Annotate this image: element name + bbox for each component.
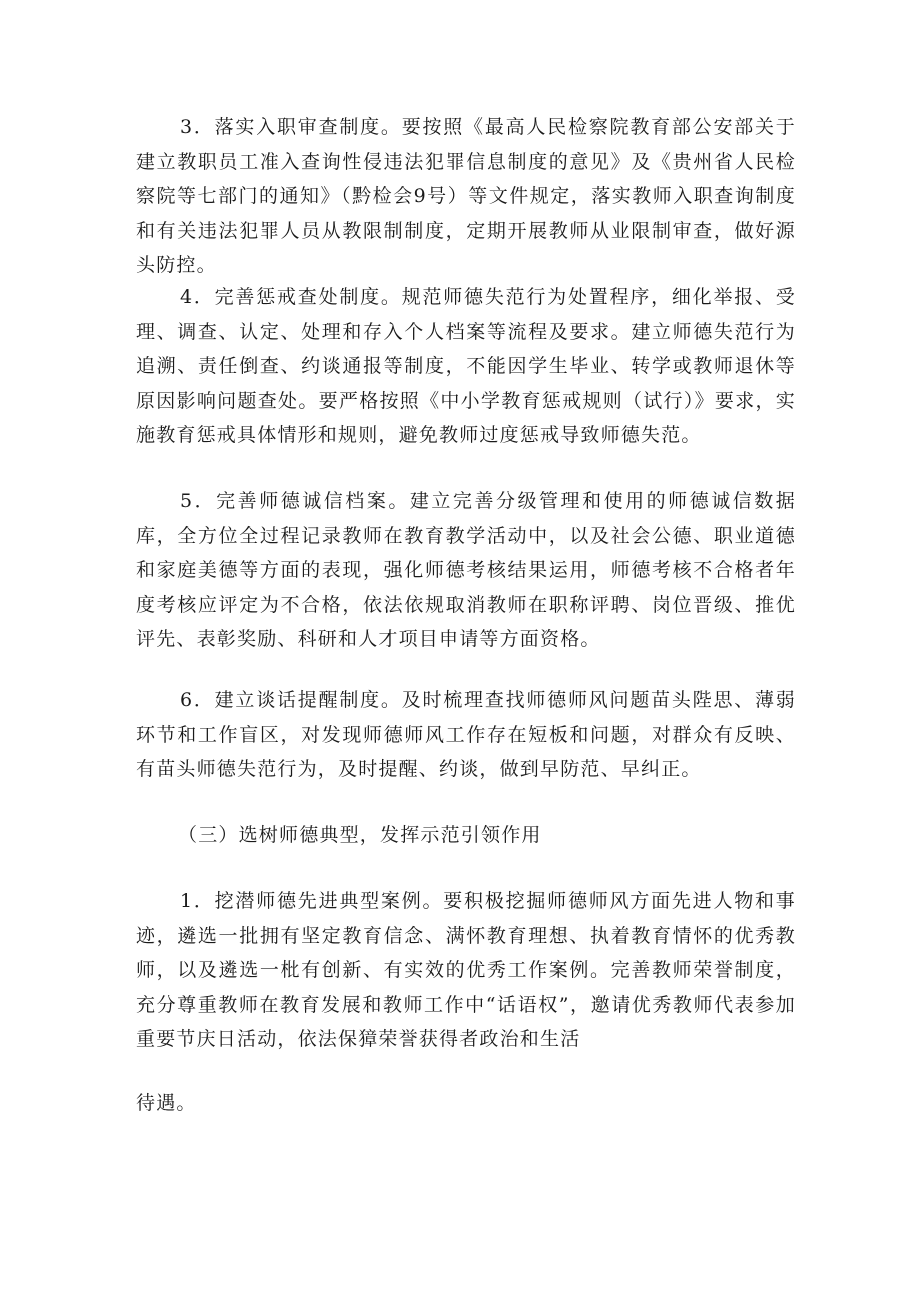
paragraph-model-cases	[136, 884, 796, 1057]
paragraph-text: 1．挖潜师德先进典型案例。要积极挖掘师德师风方面先进人物和事迹，遴选一批拥有坚定教育信念、满怀教育理想、执着教育情怀的优秀教师，以及遴选一枇有创新、有实效的优秀工作案例。完善教师荣誉制度，充分尊重教师在教育发展和教师工作中“话语权”，邀请优秀教师代表参加重要节庆日活动，依法保獐荣誉获得者政治和生活	[136, 890, 796, 1051]
paragraph-entry-check	[136, 110, 796, 283]
paragraph-continuation	[136, 1086, 796, 1121]
paragraph-reminder-talks	[136, 683, 796, 787]
heading-text: （三）选树师德典型，发挥示范引领作用	[178, 824, 542, 846]
paragraph-discipline	[136, 280, 796, 453]
paragraph-text: 6．建立谈话提醒制度。及时梳理查找师德师风问题苗头陛思、薄弱环节和工作盲区，对发现师德师风工作存在短板和问题，对群众有反映、有苗头师德失范行为，及时提醒、约谈，做到早防范、早纠正。	[136, 689, 796, 781]
paragraph-text: 4．完善惩戒查处制度。规范师德失范行为处置程序，细化举报、受理、调查、认定、处理和存入个人档案等流程及要求。建立师德失范行为追溯、责任倒查、约谈通报等制度，不能因学生毕业、转学或教师退休等原因影响问题查处。要严格按照《中小学教育惩戒规则（试行）》要求，实施教育惩戒具体情形和规则，避免教师过度惩戒导致师德失范。	[136, 286, 796, 447]
paragraph-text: 5．完善师德诚信档案。建立完善分级管理和使用的师德诚信数据库，全方位全过程记录教师在教育教学活动中，以及社会公德、职业道德和家庭美德等方面的表现，强化师德考核结果运用，师德考核不合格者年度考核应评定为不合格，依法依规取消教师在职称评聘、岗位晋级、推优评先、表彰奖励、科研和人才项目申请等方面资格。	[136, 490, 796, 651]
paragraph-integrity-archive	[136, 484, 796, 657]
section-heading	[178, 818, 778, 853]
paragraph-text: 3．落实入职审查制度。要按照《最高人民检察院教育部公安部关于建立教职员工准入查询性侵违法犯罪信息制度的意见》及《贵州省人民检察院等七部门的通知》（黔检会9号）等文件规定，落实教师入职查询制度和有关违法犯罪人员从教限制制度，定期开展教师从业限制审查，做好源头防控。	[136, 116, 796, 277]
paragraph-text: 待遇。	[136, 1092, 197, 1114]
